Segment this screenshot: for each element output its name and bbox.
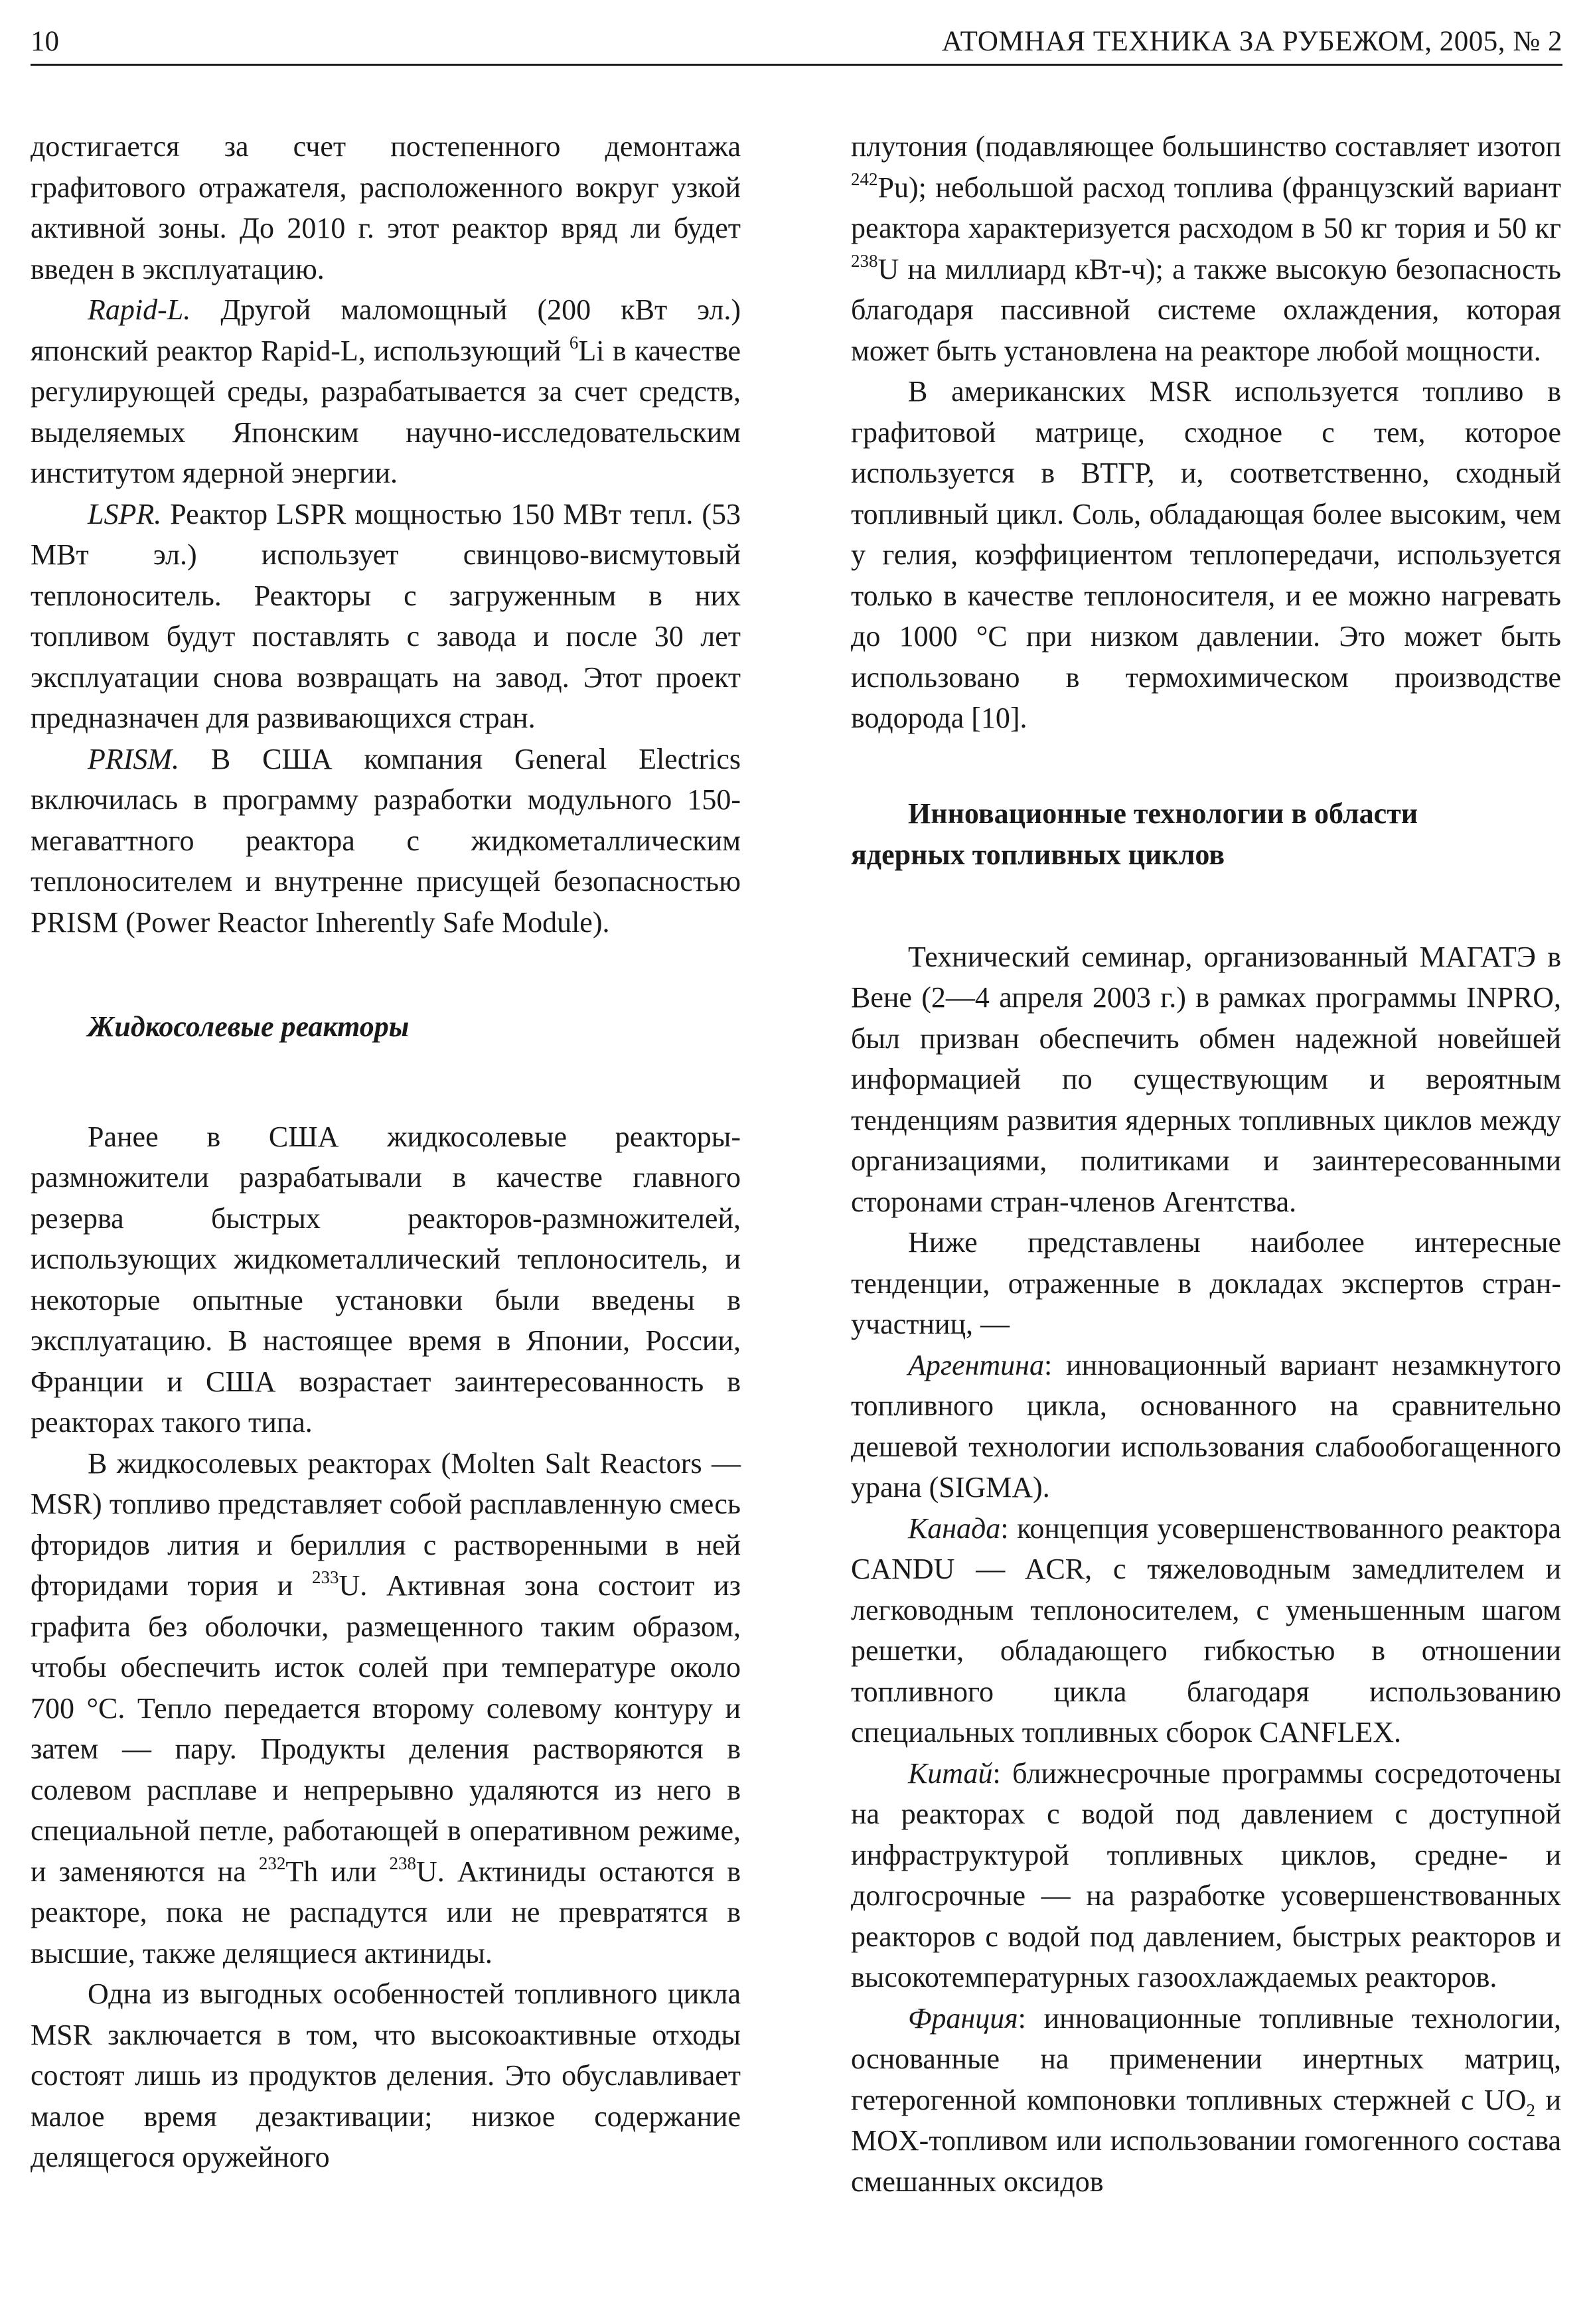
journal-title: АТОМНАЯ ТЕХНИКА ЗА РУБЕЖОМ, 2005, № 2 — [941, 26, 1562, 57]
reactor-name: PRISM. — [88, 742, 180, 775]
country-name: Канада — [908, 1511, 1001, 1545]
paragraph-prism: PRISM. В США компания General Electrics включилась в программу разработки модульного 150-мегаваттного реактора с жидкометаллическим теплоносителем и внутренне присущей безопасностью PRISM (Power Reactor Inherently Safe Module). — [31, 742, 741, 939]
page-header — [31, 20, 1562, 66]
paragraph-france: Франция: инновационные топливные технологии, основанные на применении инертных матриц, гетерогенной компоновки топливных стержней с $UO_2$ и MOX-топливом или использовании гомогенного состава смешанных оксидов — [851, 2001, 1562, 2198]
paragraph-lspr: LSPR. Реактор LSPR мощностью 150 МВт тепл. (53 МВт эл.) использует свинцово-висмутовый теплоноситель. Реакторы с загруженным в них топливом будут поставлять с завода и после 30 лет эксплуатации снова возвращать на завод. Этот проект предназначен для развивающихся стран. — [31, 497, 741, 734]
paragraph: Одна из выгодных особенностей топливного цикла MSR заключается в том, что высокоактивные отходы состоят лишь из продуктов деления. Это обуславливает малое время дезактивации; низкое содержание делящегося оружейного — [31, 1977, 741, 2173]
paragraph: достигается за счет постепенного демонтажа графитового отражателя, расположенного вокруг узкой активной зоны. До 2010 г. этот реактор вряд ли будет введен в эксплуатацию. — [31, 130, 741, 285]
paragraph: В жидкосолевых реакторах (Molten Salt Reactors — MSR) топливо представляет собой расплавленную смесь фторидов лития и бериллия с растворенными в ней фторидами тория и $^{233}$U. Активная зона состоит из графита без оболочки, размещенного таким образом, чтобы обеспечить исток солей при температуре около 700 °С. Тепло передается второму солевому контуру и затем — пару. Продукты деления растворяются в солевом расплаве и непрерывно удаляются из него в специальной петле, работающей в оперативном режиме, и заменяются на $^{232}$Th или $^{238}$U. Актиниды остаются в реакторе, пока не распадутся или не превратятся в высшие, также делящиеся актиниды. — [31, 1446, 741, 1970]
paragraph-rapid-l: Rapid-L. Другой маломощный (200 кВт эл.) японский реактор Rapid-L, использующий $^6$Li в качестве регулирующей среды, разрабатывается за счет средств, выделяемых Японским научно-исследовательским институтом ядерной энергии. — [31, 293, 741, 489]
paragraph-china: Китай: ближнесрочные программы сосредоточены на реакторах с водой под давлением с доступной инфраструктурой топливных циклов, средне- и долгосрочные — на разработке усовершенствованных реакторов с водой под давлением, быстрых реакторов и высокотемпературных газоохлаждаемых реакторов. — [851, 1756, 1561, 1993]
country-name: Аргентина — [908, 1348, 1045, 1381]
left-column — [31, 126, 741, 2178]
paragraph: В американских MSR используется топливо в графитовой матрице, сходное с тем, которое используется в ВТГР, и, соответственно, сходный топливный цикл. Соль, обладающая более высоким, чем у гелия, коэффициентом теплопередачи, используется только в качестве теплоносителя, и ее можно нагревать до 1000 °С при низком давлении. Это может быть использовано в термохимическом производстве водорода [10]. — [851, 375, 1561, 734]
section-heading: Инновационные технологии в области ядерных топливных циклов — [851, 797, 1418, 871]
reactor-name: Rapid-L. — [88, 293, 191, 326]
paragraph: Технический семинар, организованный МАГАТЭ в Вене (2—4 апреля 2003 г.) в рамках программы INPRO, был призван обеспечить обмен надежной новейшей информацией по существующим и вероятным тенденциям развития ядерных топливных циклов между организациями, политиками и заинтересованными сторонами стран-членов Агентства. — [851, 940, 1561, 1218]
section-heading: Жидкосолевые реакторы — [88, 1010, 410, 1043]
country-name: Китай — [908, 1756, 993, 1790]
paragraph: плутония (подавляющее большинство составляет изотоп $^{242}$Pu); небольшой расход топлива (французский вариант реактора характеризуется расходом в 50 кг тория и 50 кг $^{238}$U на миллиард кВт-ч); а также высокую безопасность благодаря пассивной системе охлаждения, которая может быть установлена на реакторе любой мощности. — [851, 130, 1561, 367]
paragraph: Ниже представлены наиболее интересные тенденции, отраженные в докладах экспертов стран-участниц, — — [851, 1226, 1561, 1340]
paragraph-canada: Канада: концепция усовершенствованного реактора CANDU — ACR, с тяжеловодным замедлителем и легководным теплоносителем, с уменьшенным шагом решетки, обладающего гибкостью в отношении топливного цикла благодаря использованию специальных топливных сборок CANFLEX. — [851, 1511, 1561, 1748]
paragraph-argentina: Аргентина: инновационный вариант незамкнутого топливного цикла, основанного на сравнительно дешевой технологии использования слабообогащенного урана (SIGMA). — [851, 1348, 1561, 1504]
page-number: 10 — [31, 26, 59, 57]
reactor-name: LSPR. — [88, 497, 162, 530]
paragraph: Ранее в США жидкосолевые реакторы-размножители разрабатывали в качестве главного резерва быстрых реакторов-размножителей, использующих жидкометаллический теплоноситель, и некоторые опытные установки были введены в эксплуатацию. В настоящее время в Японии, России, Франции и США возрастает заинтересованность в реакторах такого типа. — [31, 1120, 741, 1438]
country-name: Франция — [908, 2001, 1018, 2035]
right-column — [851, 126, 1561, 2202]
